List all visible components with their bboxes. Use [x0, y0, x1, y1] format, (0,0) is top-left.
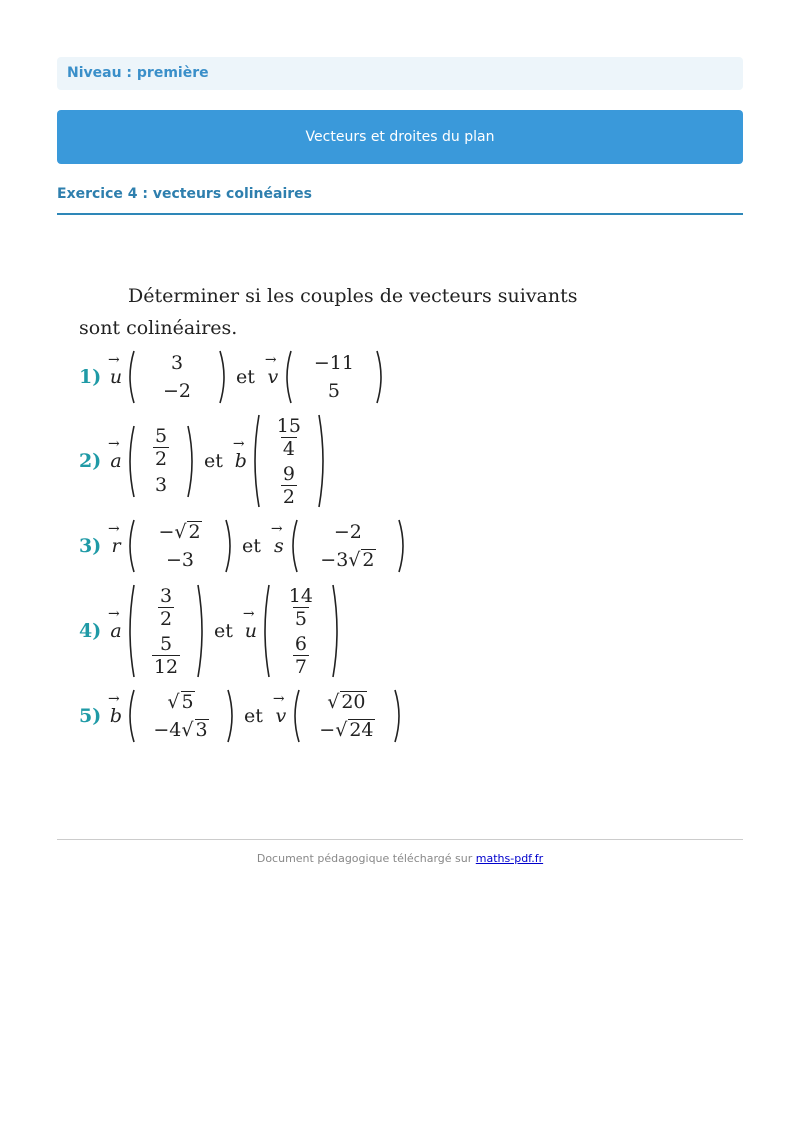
footer-text: Document pédagogique téléchargé sur	[256, 852, 473, 865]
item-number: 3)	[79, 535, 102, 557]
vector-component: 5	[327, 380, 340, 402]
left-parenthesis	[126, 583, 136, 679]
vector-component: −11	[313, 352, 354, 374]
vector-name: → r	[106, 535, 126, 557]
left-parenthesis	[289, 518, 299, 574]
exercise-intro-line2: sont colinéaires.	[79, 317, 238, 339]
sign: −	[158, 521, 175, 543]
fraction	[153, 425, 169, 470]
numerator: 3	[159, 584, 173, 607]
radical-sign: √	[181, 719, 194, 741]
denominator: 7	[294, 655, 307, 678]
exercise-intro-line1: Déterminer si les couples de vecteurs suivants	[128, 285, 578, 307]
connector-text: et	[236, 366, 255, 388]
fraction	[152, 633, 180, 678]
footer-divider	[57, 839, 743, 840]
radicand: 5	[181, 691, 194, 713]
vector-component: 3	[170, 352, 184, 374]
denominator: 2	[159, 607, 173, 630]
item-number: 1)	[79, 366, 102, 388]
left-parenthesis	[126, 349, 136, 405]
footer	[0, 852, 800, 865]
radical-sign: √	[167, 691, 180, 713]
radical-sign: √	[335, 719, 348, 741]
numerator: 5	[154, 425, 168, 447]
exercise-content	[79, 280, 679, 750]
vector-coordinates	[126, 349, 228, 405]
vector-name: → v	[271, 705, 291, 727]
fraction	[293, 633, 309, 678]
right-parenthesis	[317, 413, 327, 509]
left-parenthesis	[126, 688, 136, 744]
vector-component	[320, 548, 375, 572]
vector-name: → b	[106, 705, 126, 727]
vector-component: −2	[333, 521, 362, 543]
numerator: 14	[288, 584, 313, 607]
radical-sign: √	[327, 691, 340, 713]
vector-name: → u	[106, 366, 126, 388]
left-parenthesis	[126, 424, 136, 499]
vector-coordinates	[261, 583, 341, 679]
left-parenthesis	[283, 349, 293, 405]
vector-name: → s	[269, 535, 289, 557]
vector-component: −3	[165, 549, 194, 571]
fraction	[289, 585, 313, 630]
vector-name: → a	[106, 450, 126, 472]
item-number: 2)	[79, 450, 102, 472]
vector-component	[327, 690, 366, 714]
level-badge: Niveau : première	[57, 57, 743, 90]
connector-text: et	[204, 450, 223, 472]
denominator: 5	[294, 607, 307, 630]
denominator: 12	[153, 655, 179, 678]
numerator: 15	[276, 414, 301, 437]
fraction	[277, 415, 301, 460]
right-parenthesis	[397, 518, 407, 574]
vector-coordinates	[289, 518, 407, 574]
exercise-item	[79, 344, 679, 410]
coefficient: −4	[153, 719, 182, 741]
fraction	[158, 585, 174, 630]
vector-name: → v	[263, 366, 283, 388]
right-parenthesis	[196, 583, 206, 679]
fraction	[281, 463, 297, 508]
left-parenthesis	[291, 688, 301, 744]
radicand: 2	[188, 521, 201, 543]
exercise-item	[79, 682, 679, 750]
right-parenthesis	[218, 349, 228, 405]
numerator: 5	[159, 632, 173, 655]
vector-component: −2	[162, 380, 191, 402]
exercise-item	[79, 580, 679, 682]
connector-text: et	[244, 705, 263, 727]
footer-link[interactable]: maths-pdf.fr	[475, 852, 544, 865]
connector-text: et	[214, 620, 233, 642]
coefficient: −3	[320, 549, 349, 571]
numerator: 6	[294, 632, 307, 655]
radicand: 24	[349, 719, 374, 741]
vector-component	[158, 520, 201, 544]
radicand: 20	[341, 691, 366, 713]
vector-coordinates	[126, 688, 236, 744]
exercise-title: Exercice 4 : vecteurs colinéaires	[57, 186, 743, 215]
vector-component	[153, 718, 208, 742]
right-parenthesis	[375, 349, 385, 405]
vector-component: 3	[154, 474, 168, 496]
right-parenthesis	[331, 583, 341, 679]
vector-coordinates	[126, 583, 206, 679]
vector-coordinates	[251, 413, 327, 509]
vector-component	[167, 690, 194, 714]
radical-sign: √	[174, 521, 187, 543]
numerator: 9	[282, 462, 295, 485]
item-number: 5)	[79, 705, 102, 727]
denominator: 2	[282, 485, 295, 508]
right-parenthesis	[224, 518, 234, 574]
right-parenthesis	[226, 688, 236, 744]
vector-name: → b	[231, 450, 251, 472]
connector-text: et	[242, 535, 261, 557]
vector-name: → a	[106, 620, 126, 642]
sign: −	[319, 719, 336, 741]
exercise-item	[79, 410, 679, 512]
left-parenthesis	[126, 518, 136, 574]
item-number: 4)	[79, 620, 102, 642]
exercise-item	[79, 512, 679, 580]
radical-sign: √	[348, 549, 361, 571]
right-parenthesis	[393, 688, 403, 744]
chapter-banner: Vecteurs et droites du plan	[57, 110, 743, 164]
vector-name: → u	[241, 620, 261, 642]
vector-coordinates	[126, 424, 196, 499]
left-parenthesis	[251, 413, 261, 509]
radicand: 3	[195, 719, 208, 741]
denominator: 2	[154, 448, 168, 470]
denominator: 4	[282, 437, 295, 460]
vector-coordinates	[126, 518, 234, 574]
vector-coordinates	[283, 349, 385, 405]
vector-coordinates	[291, 688, 403, 744]
right-parenthesis	[186, 424, 196, 499]
radicand: 2	[362, 549, 375, 571]
vector-component	[319, 718, 374, 742]
left-parenthesis	[261, 583, 271, 679]
